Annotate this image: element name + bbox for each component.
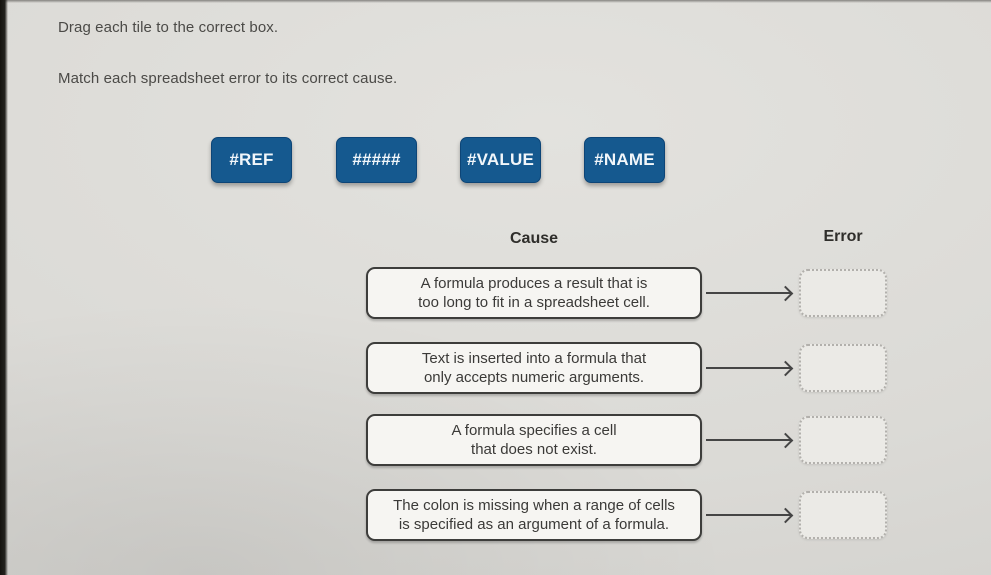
arrow-icon xyxy=(706,439,791,441)
error-drop-box-1[interactable] xyxy=(799,269,887,317)
cause-text-line: Text is inserted into a formula that xyxy=(421,350,647,367)
tile-hash-error[interactable]: ##### xyxy=(336,137,417,183)
tile-value-error[interactable]: #VALUE xyxy=(460,137,541,183)
error-drop-box-2[interactable] xyxy=(799,344,887,392)
instruction-drag: Drag each tile to the correct box. xyxy=(58,19,279,36)
cause-text-line: The colon is missing when a range of cells xyxy=(393,497,675,514)
cause-text-line: is specified as an argument of a formula. xyxy=(398,516,670,533)
error-drop-box-3[interactable] xyxy=(799,416,887,464)
screen-left-edge xyxy=(0,0,8,575)
cause-box-text-in-numeric-formula xyxy=(366,342,702,394)
cause-box-result-too-long xyxy=(366,267,702,319)
cause-text-line: A formula specifies a cell xyxy=(451,422,617,439)
cause-text-line: A formula produces a result that is xyxy=(420,275,648,292)
tile-ref-error[interactable]: #REF xyxy=(211,137,292,183)
cause-text-line: too long to fit in a spreadsheet cell. xyxy=(418,294,650,311)
cause-text-line: that does not exist. xyxy=(471,441,597,458)
cause-box-missing-colon xyxy=(366,489,702,541)
cause-text-line: only accepts numeric arguments. xyxy=(423,369,645,386)
error-drop-box-4[interactable] xyxy=(799,491,887,539)
column-header-error: Error xyxy=(823,228,863,245)
arrow-icon xyxy=(706,367,791,369)
tile-name-error[interactable]: #NAME xyxy=(584,137,665,183)
instruction-match: Match each spreadsheet error to its correct cause. xyxy=(58,70,398,87)
arrow-icon xyxy=(706,292,791,294)
cause-box-cell-not-exist xyxy=(366,414,702,466)
column-header-cause: Cause xyxy=(509,230,559,247)
arrow-icon xyxy=(706,514,791,516)
